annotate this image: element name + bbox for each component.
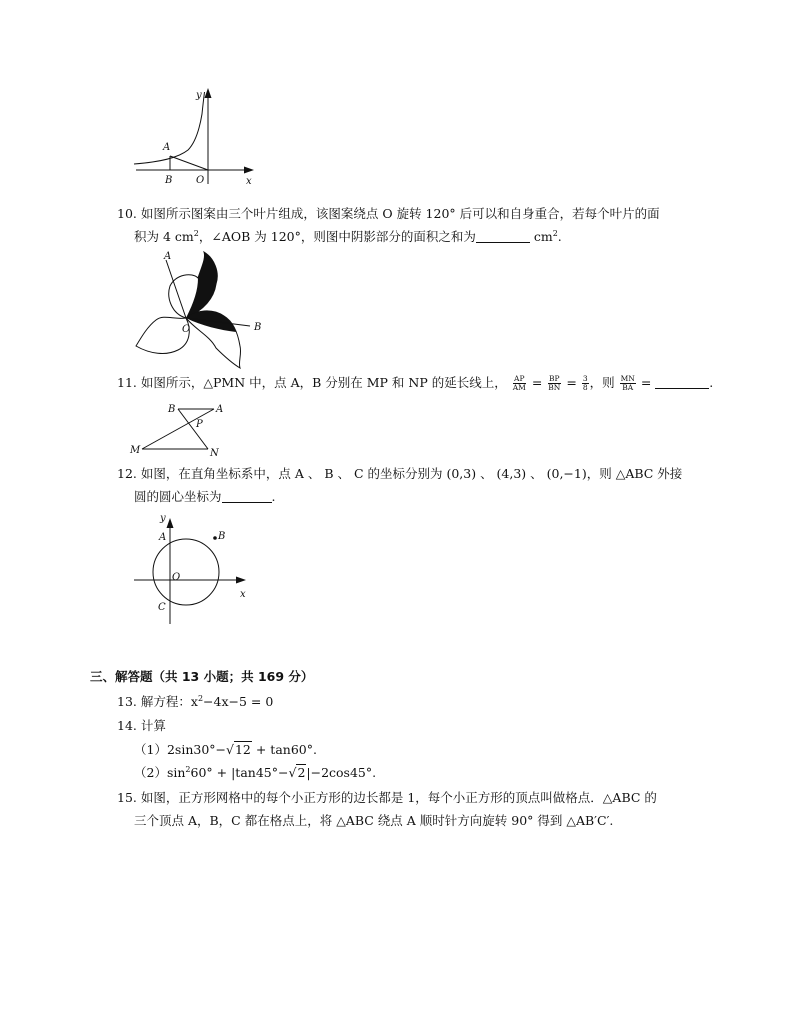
q12-number: 12. <box>117 466 137 481</box>
q14-p2-sqrt: 2 <box>297 765 306 780</box>
q12-text-line2: 圆的圆心坐标为 <box>134 489 222 504</box>
q11-eq2: = <box>566 375 577 390</box>
q11-eq1: = <box>531 375 543 390</box>
q11-label-m: M <box>130 445 141 456</box>
segment-ao <box>170 156 208 170</box>
q12-line1 <box>117 463 682 484</box>
q12-label-y: y <box>160 513 166 524</box>
q11-frac-ap-am: $\frac{AP}{AM}$ <box>512 374 526 392</box>
q10-label-a: A <box>164 251 172 262</box>
q12-label-a: A <box>159 532 167 543</box>
q14-part2: $(2)\sin^260^\circ + |\tan 45^\circ-√2|-2\cos 45^\circ$. <box>134 765 377 780</box>
q14-line <box>117 715 166 736</box>
q14-p2-a: （2）sin <box>134 765 186 780</box>
label-b: B <box>165 175 173 186</box>
q10-text-c: cm <box>529 229 553 244</box>
q11-frac-bp-bn: $\frac{BP}{BN}$ <box>548 374 561 392</box>
q11-frac-mn-ba: $\frac{MN}{BA}$ <box>620 374 635 392</box>
q12-label-c: C <box>158 602 166 613</box>
q15-line2: 三个顶点 A，B，C 都在格点上，将 △ABC 绕点 A 顺时针方向旋转 90° 得到 △AB′C′. <box>134 813 614 828</box>
q11-text-a: 如图所示，△PMN 中，点 A，B 分别在 MP 和 NP 的延长线上， <box>140 375 507 390</box>
label-x: x <box>246 176 252 187</box>
q10-number: 10. <box>117 206 137 221</box>
q12-line2 <box>134 486 276 507</box>
q10-text-line1: 如图所示图案由三个叶片组成，该图案绕点 O 旋转 120° 后可以和自身重合，若每个叶片的面 <box>140 206 660 221</box>
q10-answer-blank[interactable] <box>476 230 530 243</box>
q11-text-b: ，则 <box>589 375 615 390</box>
q10-label-o: O <box>182 324 191 335</box>
q11-frac-3-8: $\frac{3}{8}$ <box>582 374 588 392</box>
q12-label-o: O <box>172 572 181 583</box>
label-y: y <box>196 90 202 101</box>
q14-p1-b: + tan60°. <box>251 742 317 757</box>
q15-text-line1: 如图，正方形网格中的每个小正方形的边长都是 1，每个小正方形的顶点叫做格点．△ABC 的 <box>140 790 657 805</box>
point-b <box>213 536 217 540</box>
q13-rest: −4x−5 = 0 <box>203 694 274 709</box>
q11-line <box>117 372 713 393</box>
q11-eq3: = <box>640 375 652 390</box>
q13-number: 13. <box>117 694 137 709</box>
q10-line1 <box>117 203 660 224</box>
q11-number: 11. <box>117 375 137 390</box>
q10-text-b: ，∠AOB 为 120°，则图中阴影部分的面积之和为 <box>198 229 476 244</box>
q10-label-b: B <box>254 322 262 333</box>
q10-sup: 2 <box>193 229 199 238</box>
q14-number: 14. <box>117 718 137 733</box>
label-o: O <box>196 175 205 186</box>
q14-p2-b: 60° + |tan45°− <box>190 765 289 780</box>
label-a: A <box>163 142 171 153</box>
q12-circle-figure <box>130 508 254 626</box>
q11-answer-blank[interactable] <box>655 376 709 389</box>
q12-label-x: x <box>240 589 246 600</box>
circumcircle <box>153 539 219 605</box>
q12-label-b: B <box>218 531 226 542</box>
section3-title: 三、解答题（共 13 小题；共 169 分） <box>90 669 314 684</box>
y-axis-arrow <box>167 518 174 528</box>
q13-line <box>117 691 273 712</box>
x-axis-arrow <box>236 577 246 584</box>
q11-label-b: B <box>168 404 176 415</box>
q15-line1 <box>117 787 657 808</box>
q13-sup: 2 <box>197 694 204 703</box>
q10-line2 <box>134 226 562 247</box>
q10-sup2: 2 <box>552 229 558 238</box>
left-leaf <box>136 317 189 353</box>
q12-end: . <box>271 489 276 504</box>
q11-label-n: N <box>210 448 219 459</box>
q15-number: 15. <box>117 790 137 805</box>
q10-text-a: 积为 4 cm <box>134 229 194 244</box>
exponential-curve <box>134 92 205 164</box>
q14-p1-a: （1）2sin30°− <box>134 742 226 757</box>
q12-answer-blank[interactable] <box>222 490 272 503</box>
q11-end: . <box>709 375 714 390</box>
q14-p1-sqrt: 12 <box>234 742 251 757</box>
q14-p2-c: |−2cos45°. <box>306 765 377 780</box>
q12-text-line1: 如图，在直角坐标系中，点 A 、 B 、 C 的坐标分别为 (0,3) 、 (4,3) 、 (0,−1)，则 △ABC 外接 <box>140 466 683 481</box>
q10-leaf-figure <box>130 250 272 370</box>
q11-label-p: P <box>196 419 203 430</box>
q11-label-a: A <box>216 404 224 415</box>
q14-part1: （1）2sin30°−√12 + tan60°. <box>134 742 317 757</box>
q11-triangle-figure <box>128 398 228 460</box>
q10-end: . <box>557 229 562 244</box>
q14-p2-sup: 2 <box>185 765 191 774</box>
q9-graph-figure <box>130 86 260 188</box>
q14-title: 计算 <box>140 718 166 733</box>
x-axis-arrow <box>244 167 254 174</box>
y-axis-arrow <box>205 88 212 98</box>
q13-text: 解方程：x <box>140 694 198 709</box>
